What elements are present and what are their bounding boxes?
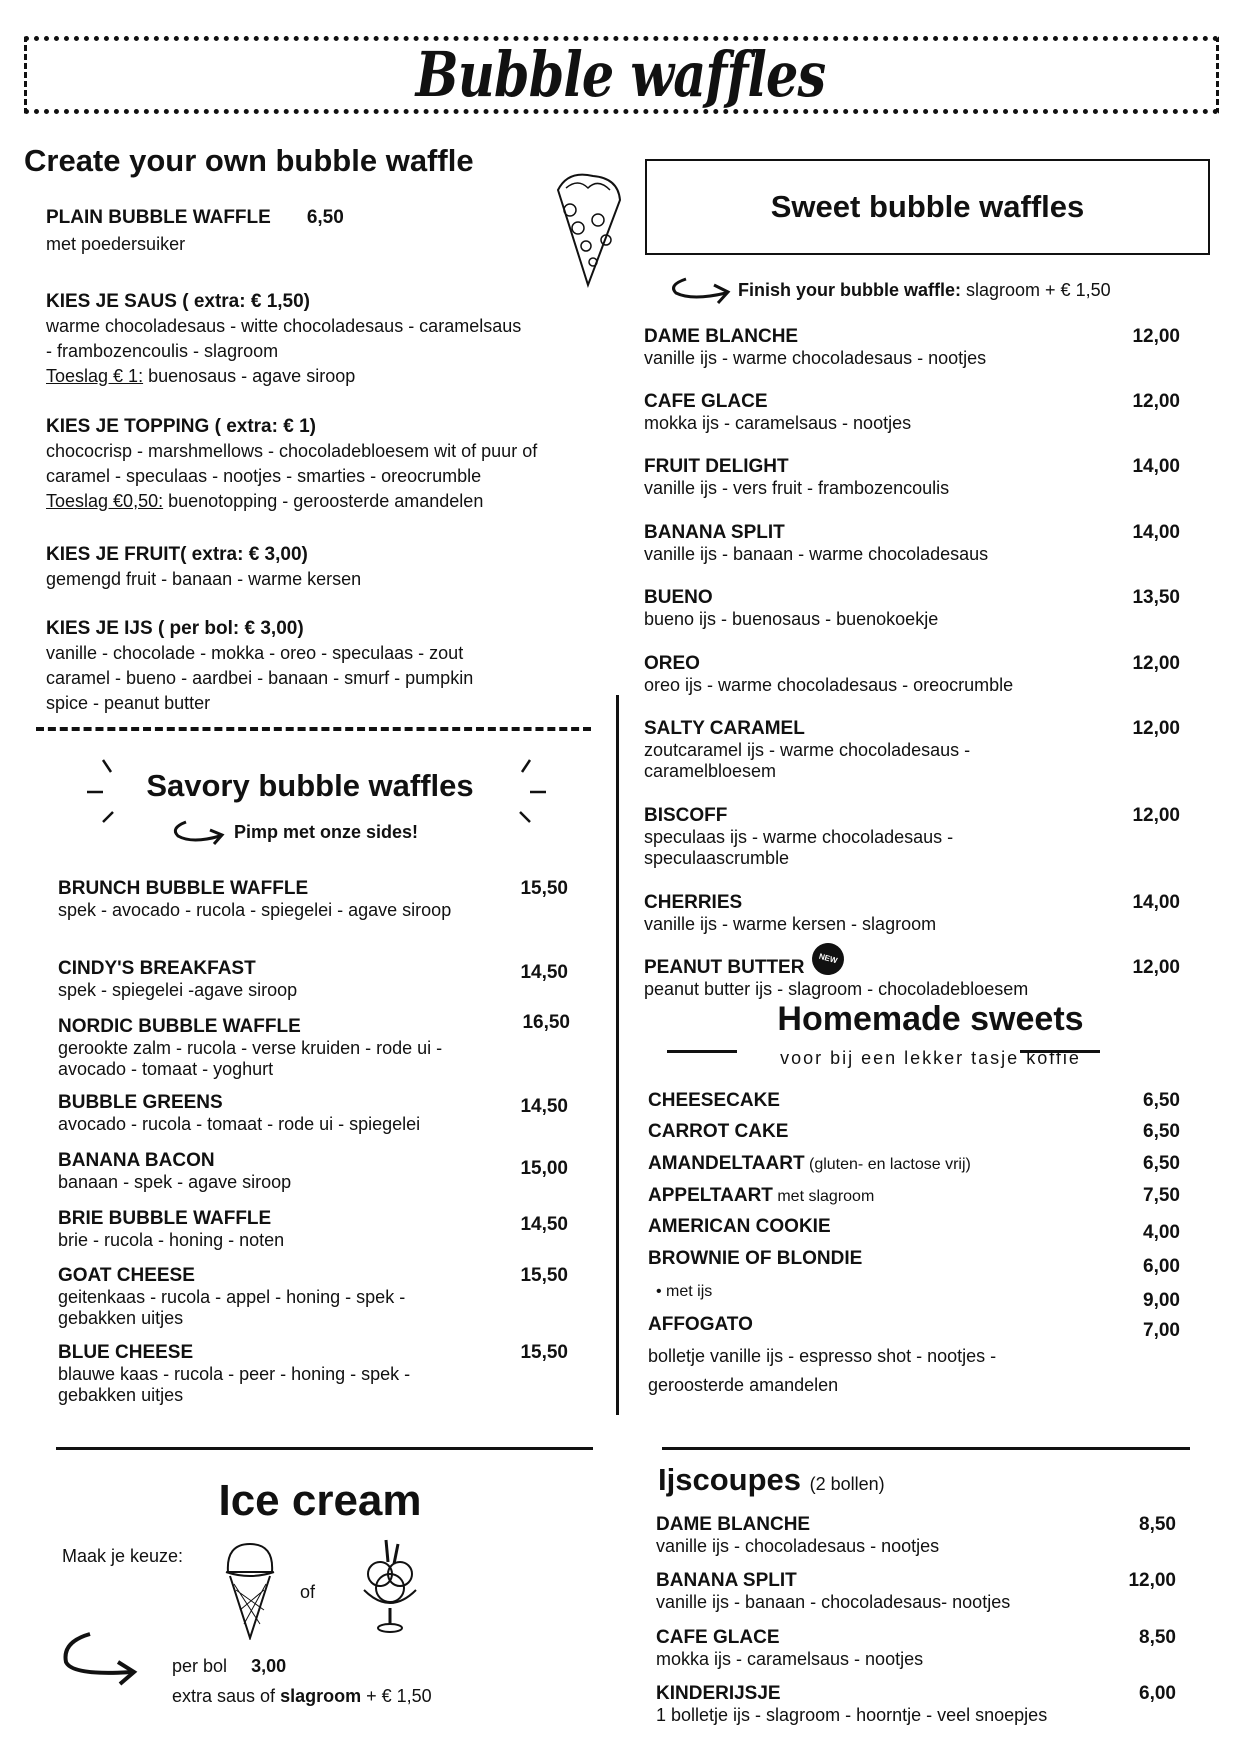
item-price: 12,00 bbox=[1132, 718, 1180, 739]
item-price: 4,00 bbox=[1143, 1222, 1180, 1243]
menu-item bbox=[58, 1012, 570, 1080]
item-price: 6,00 bbox=[1139, 1683, 1176, 1704]
ijscoupes-section-title bbox=[658, 1462, 885, 1498]
item-name: BRUNCH BUBBLE WAFFLE bbox=[58, 878, 309, 899]
item-price: 15,50 bbox=[520, 1265, 568, 1286]
item-desc: met poedersuiker bbox=[46, 234, 186, 254]
option-line: vanille - chocolade - mokka - oreo - speculaas - zout bbox=[46, 643, 464, 663]
option-line: - frambozencoulis - slagroom bbox=[46, 341, 279, 361]
item-price: 6,50 bbox=[1143, 1153, 1180, 1174]
ice-options bbox=[46, 617, 616, 716]
or-label: of bbox=[300, 1582, 316, 1602]
item-desc: spek - avocado - rucola - spiegelei - agave siroop bbox=[58, 900, 452, 920]
item-desc: geitenkaas - rucola - appel - honing - spek - gebakken uitjes bbox=[58, 1287, 406, 1328]
item-name: BISCOFF bbox=[644, 805, 728, 826]
page-title: Bubble waffles bbox=[415, 38, 826, 111]
option-extra: ( extra: € 3,00) bbox=[180, 544, 308, 565]
option-line: warme chocoladesaus - witte chocoladesaus - caramelsaus bbox=[46, 316, 522, 336]
menu-item bbox=[644, 587, 1180, 630]
desc-line: bolletje vanille ijs - espresso shot - nootjes - bbox=[648, 1346, 997, 1366]
surcharge-label: Toeslag €0,50: bbox=[46, 491, 164, 511]
column-divider bbox=[616, 695, 619, 1415]
item-desc: peanut butter ijs - slagroom - chocoladebloesem bbox=[644, 979, 1029, 999]
item-price: 14,00 bbox=[1132, 456, 1180, 477]
finish-bold: Finish your bubble waffle: bbox=[738, 279, 962, 300]
item-price: 12,00 bbox=[1132, 805, 1180, 826]
item-name: BANANA BACON bbox=[58, 1150, 215, 1171]
item-name: BANANA SPLIT bbox=[644, 522, 785, 543]
item-price: 14,50 bbox=[520, 1214, 568, 1235]
option-line: gemengd fruit - banaan - warme kersen bbox=[46, 569, 362, 589]
item-price: 15,50 bbox=[520, 878, 568, 899]
item-desc: vanille ijs - banaan - warme chocoladesaus bbox=[644, 544, 989, 564]
menu-item bbox=[58, 1150, 568, 1193]
menu-item bbox=[644, 456, 1180, 499]
finish-rest: slagroom + € 1,50 bbox=[961, 279, 1111, 300]
item-name: BRIE BUBBLE WAFFLE bbox=[58, 1208, 272, 1229]
option-extra: ( extra: € 1,50) bbox=[182, 291, 311, 312]
extra-line bbox=[172, 1686, 432, 1707]
item-desc: zoutcaramel ijs - warme chocoladesaus - caramelbloesem bbox=[644, 740, 971, 781]
item-desc: vanille ijs - banaan - chocoladesaus- nootjes bbox=[656, 1592, 1011, 1612]
fruit-options bbox=[46, 543, 616, 592]
item-price: 12,00 bbox=[1132, 957, 1180, 978]
item-desc: brie - rucola - honing - noten bbox=[58, 1230, 285, 1250]
per-bol-label: per bol bbox=[172, 1656, 228, 1676]
surcharge-items: buenosaus - agave siroop bbox=[143, 366, 356, 386]
homemade-item bbox=[648, 1216, 1180, 1243]
item-desc: vanille ijs - warme kersen - slagroom bbox=[644, 914, 937, 934]
new-badge: NEW bbox=[811, 942, 845, 976]
curved-arrow-icon bbox=[668, 275, 732, 305]
item-name: AFFOGATO bbox=[648, 1314, 753, 1335]
menu-item bbox=[656, 1683, 1176, 1726]
item-note: (gluten- en lactose vrij) bbox=[804, 1156, 971, 1173]
ice-cream-cone-icon bbox=[222, 1540, 278, 1640]
option-head: KIES JE SAUS bbox=[46, 291, 177, 312]
menu-item bbox=[644, 892, 1180, 935]
menu-item bbox=[656, 1627, 1176, 1670]
extra-bold: slagroom bbox=[280, 1686, 362, 1706]
item-desc: mokka ijs - caramelsaus - nootjes bbox=[656, 1649, 924, 1669]
menu-item bbox=[644, 522, 1180, 565]
menu-item bbox=[58, 1092, 568, 1135]
item-price: 12,00 bbox=[1132, 326, 1180, 347]
item-price: 14,00 bbox=[1132, 892, 1180, 913]
item-name: DAME BLANCHE bbox=[644, 326, 799, 347]
item-desc: blauwe kaas - rucola - peer - honing - spek - gebakken uitjes bbox=[58, 1364, 411, 1405]
curved-arrow-icon bbox=[170, 818, 226, 846]
item-desc: speculaas ijs - warme chocoladesaus - speculaascrumble bbox=[644, 827, 954, 868]
homemade-item bbox=[648, 1314, 1180, 1341]
item-price: 14,00 bbox=[1132, 522, 1180, 543]
choose-label: Maak je keuze: bbox=[62, 1546, 184, 1566]
item-desc: vanille ijs - warme chocoladesaus - nootjes bbox=[644, 348, 987, 368]
homemade-item bbox=[648, 1121, 1180, 1143]
item-desc: vanille ijs - vers fruit - frambozencoulis bbox=[644, 478, 950, 498]
create-section-title: Create your own bubble waffle bbox=[24, 143, 474, 178]
item-desc: oreo ijs - warme chocoladesaus - oreocrumble bbox=[644, 675, 1014, 695]
item-name: CHERRIES bbox=[644, 892, 743, 913]
item-name: CINDY'S BREAKFAST bbox=[58, 958, 256, 979]
item-price: 6,50 bbox=[1143, 1090, 1180, 1111]
item-name: CARROT CAKE bbox=[648, 1121, 789, 1142]
topping-options bbox=[46, 415, 616, 514]
homemade-subitem bbox=[648, 1280, 1180, 1311]
item-price: 6,00 bbox=[1143, 1256, 1180, 1277]
homemade-subtitle: voor bij een lekker tasje koffie bbox=[780, 1048, 1081, 1068]
menu-item bbox=[644, 805, 1180, 869]
ice-cream-sundae-icon bbox=[358, 1538, 422, 1638]
option-line: spice - peanut butter bbox=[46, 693, 211, 713]
section-divider bbox=[662, 1447, 1190, 1450]
item-name: BUBBLE GREENS bbox=[58, 1092, 223, 1113]
item-price: 14,50 bbox=[520, 962, 568, 983]
item-desc: spek - spiegelei -agave siroop bbox=[58, 980, 298, 1000]
item-desc: banaan - spek - agave siroop bbox=[58, 1172, 292, 1192]
item-desc: avocado - rucola - tomaat - rode ui - spiegelei bbox=[58, 1114, 421, 1134]
menu-item bbox=[58, 1265, 568, 1329]
item-name: CAFE GLACE bbox=[656, 1627, 780, 1648]
item-note: • met ijs bbox=[656, 1283, 713, 1300]
item-price: 16,50 bbox=[522, 1012, 570, 1033]
option-extra: ( per bol: € 3,00) bbox=[157, 618, 304, 639]
item-price: 15,00 bbox=[520, 1158, 568, 1179]
item-desc: vanille ijs - chocoladesaus - nootjes bbox=[656, 1536, 940, 1556]
option-line: caramel - bueno - aardbei - banaan - smurf - pumpkin bbox=[46, 668, 474, 688]
item-desc: gerookte zalm - rucola - verse kruiden - rode ui - avocado - tomaat - yoghurt bbox=[58, 1038, 443, 1079]
item-note: met slagroom bbox=[772, 1188, 875, 1205]
homemade-section-title: Homemade sweets bbox=[777, 1000, 1084, 1038]
extra-post: + € 1,50 bbox=[361, 1686, 432, 1706]
item-name: DAME BLANCHE bbox=[656, 1514, 811, 1535]
savory-subtitle bbox=[170, 818, 418, 846]
ijscoupes-title-text: Ijscoupes bbox=[658, 1462, 801, 1497]
item-price: 7,00 bbox=[1143, 1320, 1180, 1341]
item-desc: 1 bolletje ijs - slagroom - hoorntje - veel snoepjes bbox=[656, 1705, 1048, 1725]
item-name: PLAIN BUBBLE WAFFLE bbox=[46, 207, 271, 228]
menu-item bbox=[656, 1514, 1176, 1557]
menu-item bbox=[644, 326, 1180, 369]
sweet-section-title: Sweet bubble waffles bbox=[645, 159, 1210, 255]
item-name: SALTY CARAMEL bbox=[644, 718, 805, 739]
desc-line: geroosterde amandelen bbox=[648, 1375, 839, 1395]
item-price: 12,00 bbox=[1132, 391, 1180, 412]
savory-section-title: Savory bubble waffles bbox=[146, 768, 474, 803]
sauce-options bbox=[46, 290, 616, 389]
item-name: NORDIC BUBBLE WAFFLE bbox=[58, 1016, 301, 1037]
item-desc: bueno ijs - buenosaus - buenokoekje bbox=[644, 609, 939, 629]
item-name: BROWNIE OF BLONDIE bbox=[648, 1248, 863, 1269]
item-name: APPELTAART bbox=[648, 1185, 773, 1206]
item-price: 14,50 bbox=[520, 1096, 568, 1117]
per-bol-line bbox=[172, 1656, 286, 1677]
menu-item bbox=[656, 1570, 1176, 1613]
item-price: 9,00 bbox=[1143, 1290, 1180, 1311]
section-divider bbox=[56, 1447, 593, 1450]
item-price: 8,50 bbox=[1139, 1514, 1176, 1535]
item-price: 12,00 bbox=[1132, 653, 1180, 674]
per-bol-price: 3,00 bbox=[251, 1656, 287, 1676]
option-head: KIES JE IJS bbox=[46, 618, 153, 639]
item-name: BUENO bbox=[644, 587, 713, 608]
item-name: AMANDELTAART bbox=[648, 1153, 805, 1174]
homemade-item bbox=[648, 1153, 1180, 1175]
item-name: AMERICAN COOKIE bbox=[648, 1216, 831, 1237]
option-head: KIES JE TOPPING bbox=[46, 416, 210, 437]
option-line: chococrisp - marshmellows - chocoladebloesem wit of puur of bbox=[46, 441, 538, 461]
option-head: KIES JE FRUIT bbox=[46, 544, 181, 565]
plain-bubble-waffle bbox=[46, 206, 616, 257]
menu-item bbox=[644, 951, 1180, 1000]
menu-item bbox=[58, 1208, 568, 1251]
curved-arrow-icon bbox=[60, 1628, 140, 1688]
item-name: CHEESECAKE bbox=[648, 1090, 780, 1111]
affogato-desc bbox=[648, 1342, 996, 1400]
item-price: 13,50 bbox=[1132, 587, 1180, 608]
extra-pre: extra saus of bbox=[172, 1686, 281, 1706]
item-name: BANANA SPLIT bbox=[656, 1570, 797, 1591]
item-price: 15,50 bbox=[520, 1342, 568, 1363]
menu-item bbox=[644, 718, 1180, 782]
homemade-item bbox=[648, 1185, 1180, 1207]
item-name: PEANUT BUTTER bbox=[644, 957, 805, 978]
item-name: OREO bbox=[644, 653, 700, 674]
subtitle-text: Pimp met onze sides! bbox=[234, 821, 419, 842]
menu-item bbox=[644, 391, 1180, 434]
option-extra: ( extra: € 1) bbox=[214, 416, 316, 437]
option-line: caramel - speculaas - nootjes - smarties - oreocrumble bbox=[46, 466, 482, 486]
ijscoupes-note: (2 bollen) bbox=[809, 1474, 885, 1494]
item-name: GOAT CHEESE bbox=[58, 1265, 195, 1286]
item-name: KINDERIJSJE bbox=[656, 1683, 781, 1704]
surcharge-label: Toeslag € 1: bbox=[46, 366, 144, 386]
item-name: FRUIT DELIGHT bbox=[644, 456, 789, 477]
item-price: 6,50 bbox=[306, 207, 344, 228]
item-name: BLUE CHEESE bbox=[58, 1342, 194, 1363]
menu-item bbox=[58, 878, 568, 921]
menu-item bbox=[58, 1342, 568, 1406]
icecream-section-title: Ice cream bbox=[218, 1476, 422, 1525]
surcharge-items: buenotopping - geroosterde amandelen bbox=[163, 491, 484, 511]
homemade-item bbox=[648, 1248, 1180, 1277]
item-price: 6,50 bbox=[1143, 1121, 1180, 1142]
item-price: 7,50 bbox=[1143, 1185, 1180, 1206]
menu-item bbox=[58, 958, 568, 1001]
item-price: 8,50 bbox=[1139, 1627, 1176, 1648]
homemade-item bbox=[648, 1090, 1180, 1112]
finish-note bbox=[668, 275, 1111, 305]
item-desc: mokka ijs - caramelsaus - nootjes bbox=[644, 413, 912, 433]
menu-item bbox=[644, 653, 1180, 696]
sparkle-right-icon bbox=[508, 758, 548, 828]
item-name: CAFE GLACE bbox=[644, 391, 768, 412]
section-divider bbox=[36, 727, 591, 731]
item-price: 12,00 bbox=[1128, 1570, 1176, 1591]
